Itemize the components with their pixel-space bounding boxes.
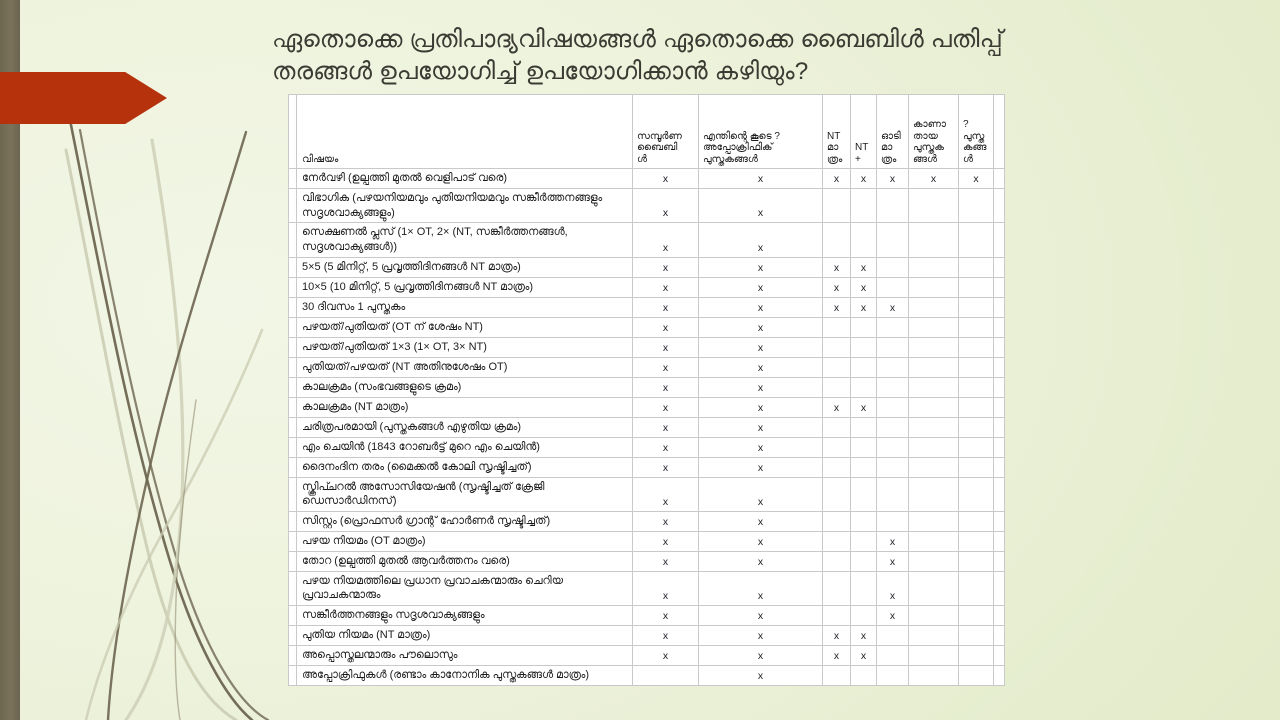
cell-full-bible: x (633, 417, 699, 437)
row-gutter (289, 606, 297, 626)
header-line: പുസ്തകങ്ങൾ (703, 154, 758, 166)
cell-nt-plus: x (851, 169, 877, 189)
table-row (289, 571, 1005, 605)
row-gutter (289, 257, 297, 277)
cell-ot-only: x (877, 551, 909, 571)
cell-nt-only (823, 457, 851, 477)
header-line: മാ (827, 142, 839, 154)
row-gutter (289, 223, 297, 257)
cell-ot-only (877, 437, 909, 457)
header-line: അപ്പോക്രിഫിക് (703, 142, 773, 154)
cell-lost-books (909, 606, 959, 626)
cell-nt-plus (851, 606, 877, 626)
cell-full-bible: x (633, 297, 699, 317)
cell-question-books: x (959, 169, 994, 189)
cell-question-books (959, 397, 994, 417)
row-tail (994, 223, 1005, 257)
row-gutter (289, 317, 297, 337)
cell-apocrypha: x (699, 531, 823, 551)
cell-apocrypha: x (699, 397, 823, 417)
row-subject: പഴയത്/പുതിയത് (OT ന് ശേഷം NT) (297, 317, 633, 337)
cell-nt-plus: x (851, 297, 877, 317)
header-line: NT + (855, 142, 869, 166)
header-line: എന്തിന്റെ കൂടെ ? (703, 130, 780, 142)
cell-nt-only: x (823, 626, 851, 646)
row-tail (994, 606, 1005, 626)
page-title: ഏതൊക്കെ പ്രതിപാദ്യവിഷയങ്ങൾ ഏതൊക്കെ ബൈബിൾ പതിപ്പ് തരങ്ങൾ ഉപയോഗിച്ച് ഉപയോഗിക്കാൻ കഴിയും? (272, 26, 1003, 86)
cell-ot-only (877, 223, 909, 257)
cell-lost-books (909, 437, 959, 457)
cell-apocrypha: x (699, 223, 823, 257)
row-gutter (289, 377, 297, 397)
row-subject: പുതിയത്/പഴയത് (NT അതിനുശേഷം OT) (297, 357, 633, 377)
row-tail (994, 257, 1005, 277)
header-tail (994, 95, 1005, 169)
row-gutter (289, 646, 297, 666)
row-subject: എം ചെയിൻ (1843 റോബർട്ട് മുറെ എം ചെയിൻ) (297, 437, 633, 457)
cell-apocrypha: x (699, 477, 823, 511)
cell-nt-plus (851, 417, 877, 437)
table-row (289, 606, 1005, 626)
row-subject: സ്ക്രിപ്ചറൽ അസോസിയേഷൻ (സൃഷ്ടിച്ചത് ക്രേജി ഡെസാർഡിനസ്) (297, 477, 633, 511)
cell-question-books (959, 377, 994, 397)
cell-ot-only: x (877, 297, 909, 317)
cell-full-bible: x (633, 606, 699, 626)
cell-full-bible: x (633, 551, 699, 571)
row-gutter (289, 169, 297, 189)
cell-nt-only (823, 606, 851, 626)
cell-question-books (959, 531, 994, 551)
cell-lost-books (909, 377, 959, 397)
header-line: തായ (913, 130, 938, 142)
table-row (289, 437, 1005, 457)
cell-lost-books (909, 666, 959, 686)
cell-question-books (959, 223, 994, 257)
row-tail (994, 169, 1005, 189)
row-tail (994, 666, 1005, 686)
row-gutter (289, 571, 297, 605)
cell-nt-plus (851, 457, 877, 477)
cell-nt-only: x (823, 257, 851, 277)
table-row (289, 357, 1005, 377)
row-gutter (289, 626, 297, 646)
header-line: മാ (881, 142, 893, 154)
cell-full-bible: x (633, 377, 699, 397)
cell-nt-plus: x (851, 277, 877, 297)
cell-nt-only (823, 417, 851, 437)
column-header-nt-plus (851, 95, 877, 169)
column-header-apocrypha (699, 95, 823, 169)
cell-full-bible: x (633, 477, 699, 511)
cell-question-books (959, 626, 994, 646)
cell-nt-plus (851, 357, 877, 377)
cell-lost-books (909, 257, 959, 277)
cell-full-bible: x (633, 257, 699, 277)
row-gutter (289, 477, 297, 511)
cell-nt-plus (851, 317, 877, 337)
header-line: ൾ (637, 154, 648, 166)
row-tail (994, 357, 1005, 377)
cell-question-books (959, 317, 994, 337)
cell-ot-only (877, 257, 909, 277)
cell-nt-only (823, 511, 851, 531)
cell-nt-only (823, 337, 851, 357)
row-gutter (289, 357, 297, 377)
row-tail (994, 571, 1005, 605)
cell-question-books (959, 277, 994, 297)
arrow-banner (0, 72, 167, 124)
cell-nt-plus (851, 511, 877, 531)
header-line: ഓടി (881, 130, 901, 142)
row-tail (994, 511, 1005, 531)
cell-full-bible: x (633, 437, 699, 457)
cell-ot-only (877, 626, 909, 646)
header-line: ത്രം (827, 154, 843, 166)
cell-lost-books (909, 626, 959, 646)
table-row (289, 417, 1005, 437)
table-row (289, 169, 1005, 189)
cell-full-bible: x (633, 223, 699, 257)
row-tail (994, 417, 1005, 437)
cell-question-books (959, 189, 994, 223)
cell-lost-books (909, 317, 959, 337)
table-header (289, 95, 1005, 169)
cell-question-books (959, 511, 994, 531)
cell-ot-only (877, 337, 909, 357)
cell-full-bible: x (633, 511, 699, 531)
cell-apocrypha: x (699, 189, 823, 223)
row-tail (994, 377, 1005, 397)
row-tail (994, 626, 1005, 646)
cell-ot-only (877, 666, 909, 686)
cell-nt-plus (851, 531, 877, 551)
cell-ot-only (877, 357, 909, 377)
cell-nt-plus (851, 551, 877, 571)
cell-ot-only (877, 397, 909, 417)
cell-nt-only (823, 189, 851, 223)
row-tail (994, 531, 1005, 551)
table-row (289, 297, 1005, 317)
row-gutter (289, 417, 297, 437)
cell-question-books (959, 477, 994, 511)
table-row (289, 626, 1005, 646)
row-subject: പുതിയ നിയമം (NT മാത്രം) (297, 626, 633, 646)
cell-full-bible: x (633, 169, 699, 189)
cell-ot-only (877, 417, 909, 437)
row-subject: കാലക്രമം (സംഭവങ്ങളുടെ ക്രമം) (297, 377, 633, 397)
cell-lost-books (909, 357, 959, 377)
table-row (289, 277, 1005, 297)
row-subject: പഴയത്/പുതിയത് 1×3 (1× OT, 3× NT) (297, 337, 633, 357)
header-line: കങ്ങ (963, 142, 987, 154)
cell-question-books (959, 417, 994, 437)
row-tail (994, 646, 1005, 666)
row-subject: ചരിത്രപരമായി (പുസ്തകങ്ങൾ എഴുതിയ ക്രമം) (297, 417, 633, 437)
cell-nt-plus (851, 437, 877, 457)
row-subject: അപ്പൊസ്തലന്മാരും പൗലൊസും (297, 646, 633, 666)
header-line: ത്രം (881, 154, 897, 166)
cell-question-books (959, 571, 994, 605)
cell-apocrypha: x (699, 169, 823, 189)
cell-full-bible: x (633, 337, 699, 357)
cell-ot-only (877, 277, 909, 297)
row-tail (994, 551, 1005, 571)
header-line: ? (963, 118, 969, 130)
row-tail (994, 277, 1005, 297)
table-row (289, 511, 1005, 531)
row-tail (994, 297, 1005, 317)
cell-question-books (959, 297, 994, 317)
row-tail (994, 317, 1005, 337)
row-gutter (289, 337, 297, 357)
cell-question-books (959, 257, 994, 277)
header-line: ൾ (963, 154, 974, 166)
cell-lost-books (909, 337, 959, 357)
cell-nt-plus: x (851, 257, 877, 277)
cell-nt-only: x (823, 397, 851, 417)
cell-question-books (959, 666, 994, 686)
cell-lost-books (909, 571, 959, 605)
table-row (289, 257, 1005, 277)
cell-nt-plus (851, 377, 877, 397)
header-line: പുസ്തക (913, 142, 944, 154)
row-subject: നേർവഴി (ഉല്പത്തി മുതൽ വെളിപാട് വരെ) (297, 169, 633, 189)
row-subject: 30 ദിവസം 1 പുസ്തകം (297, 297, 633, 317)
cell-apocrypha: x (699, 551, 823, 571)
cell-apocrypha: x (699, 377, 823, 397)
cell-ot-only (877, 189, 909, 223)
header-gutter (289, 95, 297, 169)
cell-lost-books (909, 277, 959, 297)
row-tail (994, 337, 1005, 357)
cell-apocrypha: x (699, 337, 823, 357)
cell-lost-books (909, 417, 959, 437)
cell-nt-plus (851, 189, 877, 223)
cell-full-bible: x (633, 189, 699, 223)
cell-question-books (959, 457, 994, 477)
cell-question-books (959, 551, 994, 571)
row-subject: സെക്ഷണൽ പ്ലസ് (1× OT, 2× (NT, സങ്കീർത്തനങ്ങൾ, സദൃശവാക്യങ്ങൾ)) (297, 223, 633, 257)
header-line: പുസ്ത (963, 130, 985, 142)
cell-nt-only (823, 357, 851, 377)
cell-nt-only (823, 531, 851, 551)
row-subject: സങ്കീർത്തനങ്ങളും സദൃശവാക്യങ്ങളും (297, 606, 633, 626)
row-tail (994, 189, 1005, 223)
cell-ot-only (877, 457, 909, 477)
table-row (289, 377, 1005, 397)
cell-apocrypha: x (699, 606, 823, 626)
cell-apocrypha: x (699, 457, 823, 477)
cell-question-books (959, 337, 994, 357)
row-gutter (289, 666, 297, 686)
cell-ot-only (877, 317, 909, 337)
table-row (289, 551, 1005, 571)
cell-lost-books (909, 511, 959, 531)
row-subject: 5×5 (5 മിനിറ്റ്, 5 പ്രവൃത്തിദിനങ്ങൾ NT മാത്രം) (297, 257, 633, 277)
cell-ot-only: x (877, 606, 909, 626)
table-row (289, 531, 1005, 551)
cell-ot-only: x (877, 531, 909, 551)
row-gutter (289, 397, 297, 417)
cell-lost-books (909, 477, 959, 511)
cell-lost-books (909, 531, 959, 551)
cell-question-books (959, 357, 994, 377)
cell-question-books (959, 606, 994, 626)
row-tail (994, 477, 1005, 511)
column-header-subject: വിഷയം (297, 95, 633, 169)
cell-lost-books (909, 551, 959, 571)
row-subject: 10×5 (10 മിനിറ്റ്, 5 പ്രവൃത്തിദിനങ്ങൾ NT മാത്രം) (297, 277, 633, 297)
cell-apocrypha: x (699, 417, 823, 437)
cell-lost-books (909, 457, 959, 477)
cell-nt-only: x (823, 277, 851, 297)
row-tail (994, 397, 1005, 417)
column-header-lost-books (909, 95, 959, 169)
cell-nt-only: x (823, 297, 851, 317)
row-gutter (289, 511, 297, 531)
cell-ot-only: x (877, 169, 909, 189)
table-row (289, 666, 1005, 686)
cell-ot-only (877, 511, 909, 531)
row-subject: കാലക്രമം (NT മാത്രം) (297, 397, 633, 417)
table-row (289, 646, 1005, 666)
cell-full-bible: x (633, 531, 699, 551)
cell-nt-plus (851, 477, 877, 511)
row-subject: അപ്പോക്രിഫുകൾ (രണ്ടാം കാനോനിക പുസ്തകങ്ങൾ മാത്രം) (297, 666, 633, 686)
table-row (289, 397, 1005, 417)
row-gutter (289, 277, 297, 297)
cell-question-books (959, 646, 994, 666)
row-subject: വിഭാഗിക (പഴയനിയമവും പുതിയനിയമവും സങ്കീർത്തനങ്ങളും സദൃശവാക്യങ്ങളും) (297, 189, 633, 223)
column-header-ot-only (877, 95, 909, 169)
cell-apocrypha: x (699, 297, 823, 317)
cell-lost-books (909, 223, 959, 257)
cell-apocrypha: x (699, 646, 823, 666)
table-row (289, 337, 1005, 357)
cell-apocrypha: x (699, 571, 823, 605)
cell-nt-only (823, 477, 851, 511)
cell-full-bible: x (633, 457, 699, 477)
row-subject: ദൈനംദിന തരം (മൈക്കൽ കോലി സൃഷ്ടിച്ചത്) (297, 457, 633, 477)
cell-nt-only (823, 571, 851, 605)
cell-nt-plus (851, 571, 877, 605)
row-gutter (289, 551, 297, 571)
comparison-table-container (288, 94, 994, 686)
cell-nt-plus: x (851, 626, 877, 646)
cell-nt-only: x (823, 169, 851, 189)
cell-apocrypha: x (699, 666, 823, 686)
cell-lost-books: x (909, 169, 959, 189)
cell-apocrypha: x (699, 626, 823, 646)
cell-ot-only (877, 377, 909, 397)
cell-apocrypha: x (699, 357, 823, 377)
row-subject: സിസ്റ്റം (പ്രൊഫസർ ഗ്രാന്റ് ഹോർണർ സൃഷ്ടിച്ചത്) (297, 511, 633, 531)
cell-apocrypha: x (699, 437, 823, 457)
cell-full-bible: x (633, 397, 699, 417)
row-gutter (289, 457, 297, 477)
cell-full-bible: x (633, 357, 699, 377)
cell-question-books (959, 437, 994, 457)
row-subject: പഴയ നിയമത്തിലെ പ്രധാന പ്രവാചകന്മാരും ചെറിയ പ്രവാചകന്മാരും (297, 571, 633, 605)
bible-plan-comparison-table (288, 94, 1005, 686)
row-subject: പഴയ നിയമം (OT മാത്രം) (297, 531, 633, 551)
header-line: ങ്ങൾ (913, 154, 937, 166)
row-tail (994, 437, 1005, 457)
cell-full-bible: x (633, 571, 699, 605)
column-header-nt-only (823, 95, 851, 169)
table-row (289, 477, 1005, 511)
cell-nt-only (823, 317, 851, 337)
row-tail (994, 457, 1005, 477)
row-gutter (289, 437, 297, 457)
cell-ot-only (877, 477, 909, 511)
cell-nt-plus (851, 223, 877, 257)
cell-apocrypha: x (699, 317, 823, 337)
header-line: കാണാ (913, 118, 946, 130)
cell-full-bible (633, 666, 699, 686)
row-subject: തോറ (ഉല്പത്തി മുതൽ ആവർത്തനം വരെ) (297, 551, 633, 571)
table-header-row (289, 95, 1005, 169)
cell-full-bible: x (633, 626, 699, 646)
cell-lost-books (909, 189, 959, 223)
table-row (289, 457, 1005, 477)
cell-lost-books (909, 397, 959, 417)
table-row (289, 317, 1005, 337)
cell-nt-plus (851, 666, 877, 686)
column-header-question-books (959, 95, 994, 169)
cell-apocrypha: x (699, 511, 823, 531)
cell-full-bible: x (633, 277, 699, 297)
cell-nt-only (823, 223, 851, 257)
cell-nt-only: x (823, 646, 851, 666)
cell-full-bible: x (633, 646, 699, 666)
cell-nt-plus (851, 337, 877, 357)
table-body (289, 169, 1005, 686)
table-row (289, 189, 1005, 223)
row-gutter (289, 189, 297, 223)
table-row (289, 223, 1005, 257)
cell-nt-only (823, 437, 851, 457)
cell-nt-only (823, 666, 851, 686)
cell-ot-only: x (877, 571, 909, 605)
cell-lost-books (909, 646, 959, 666)
header-line: സമ്പൂർണ (637, 130, 682, 142)
row-gutter (289, 531, 297, 551)
cell-full-bible: x (633, 317, 699, 337)
cell-ot-only (877, 646, 909, 666)
header-line: ബൈബി (637, 142, 678, 154)
cell-nt-plus: x (851, 397, 877, 417)
header-line: NT (827, 130, 841, 142)
cell-apocrypha: x (699, 257, 823, 277)
cell-nt-only (823, 377, 851, 397)
cell-nt-plus: x (851, 646, 877, 666)
cell-nt-only (823, 551, 851, 571)
row-gutter (289, 297, 297, 317)
column-header-full-bible (633, 95, 699, 169)
cell-apocrypha: x (699, 277, 823, 297)
cell-lost-books (909, 297, 959, 317)
